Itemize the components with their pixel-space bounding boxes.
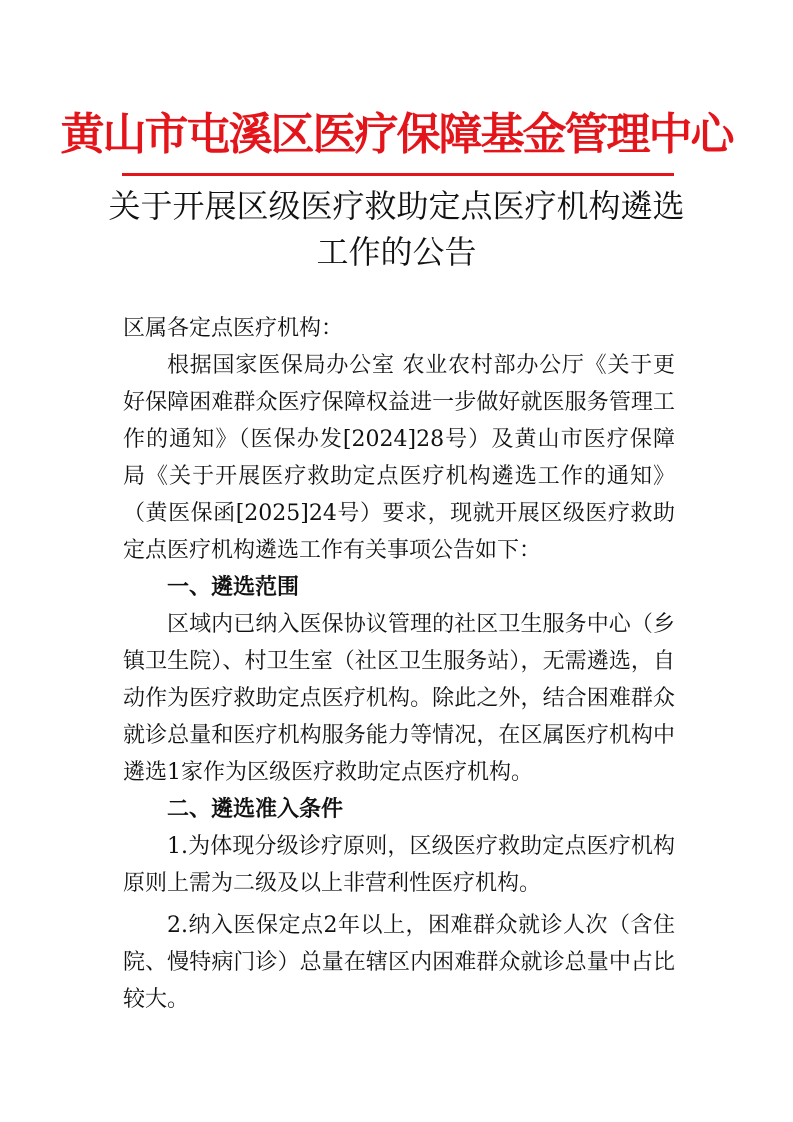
salutation: 区属各定点医疗机构： [123, 316, 344, 341]
notice-body [123, 310, 675, 1018]
intro-paragraph: 根据国家医保局办公室 农业农村部办公厅《关于更好保障困难群众医疗保障权益进一步做好就医服务管理工作的通知》（医保办发[2024]28号）及黄山市医疗保障局《关于开展医疗救助定点医疗机构遴选工作的通知》（黄医保函[2025]24号）要求，现就开展区级医疗救助定点医疗机构遴选工作有关事项公告如下： [123, 353, 675, 563]
masthead-title: 黄山市屯溪区医疗保障基金管理中心 [60, 109, 733, 160]
criteria-item-1: 1.为体现分级诊疗原则，区级医疗救助定点医疗机构原则上需为二级及以上非营利性医疗机构。 [123, 834, 675, 896]
criteria-item-2: 2.纳入医保定点2年以上，困难群众就诊人次（含住院、慢特病门诊）总量在辖区内困难群众就诊总量中占比较大。 [123, 913, 675, 1012]
section-heading-scope: 一、遴选范围 [167, 574, 300, 600]
notice-title [100, 183, 693, 275]
scope-paragraph: 区域内已纳入医保协议管理的社区卫生服务中心（乡镇卫生院）、村卫生室（社区卫生服务站），无需遴选，自动作为医疗救助定点医疗机构。除此之外，结合困难群众就诊总量和医疗机构服务能力等情况，在区属医疗机构中遴选1家作为区级医疗救助定点医疗机构。 [123, 612, 675, 785]
red-divider-line [122, 173, 674, 176]
notice-title-line-2: 工作的公告 [316, 233, 477, 271]
notice-title-line-1: 关于开展区级医疗救助定点医疗机构遴选 [108, 187, 685, 225]
section-heading-criteria: 二、遴选准入条件 [167, 796, 344, 822]
